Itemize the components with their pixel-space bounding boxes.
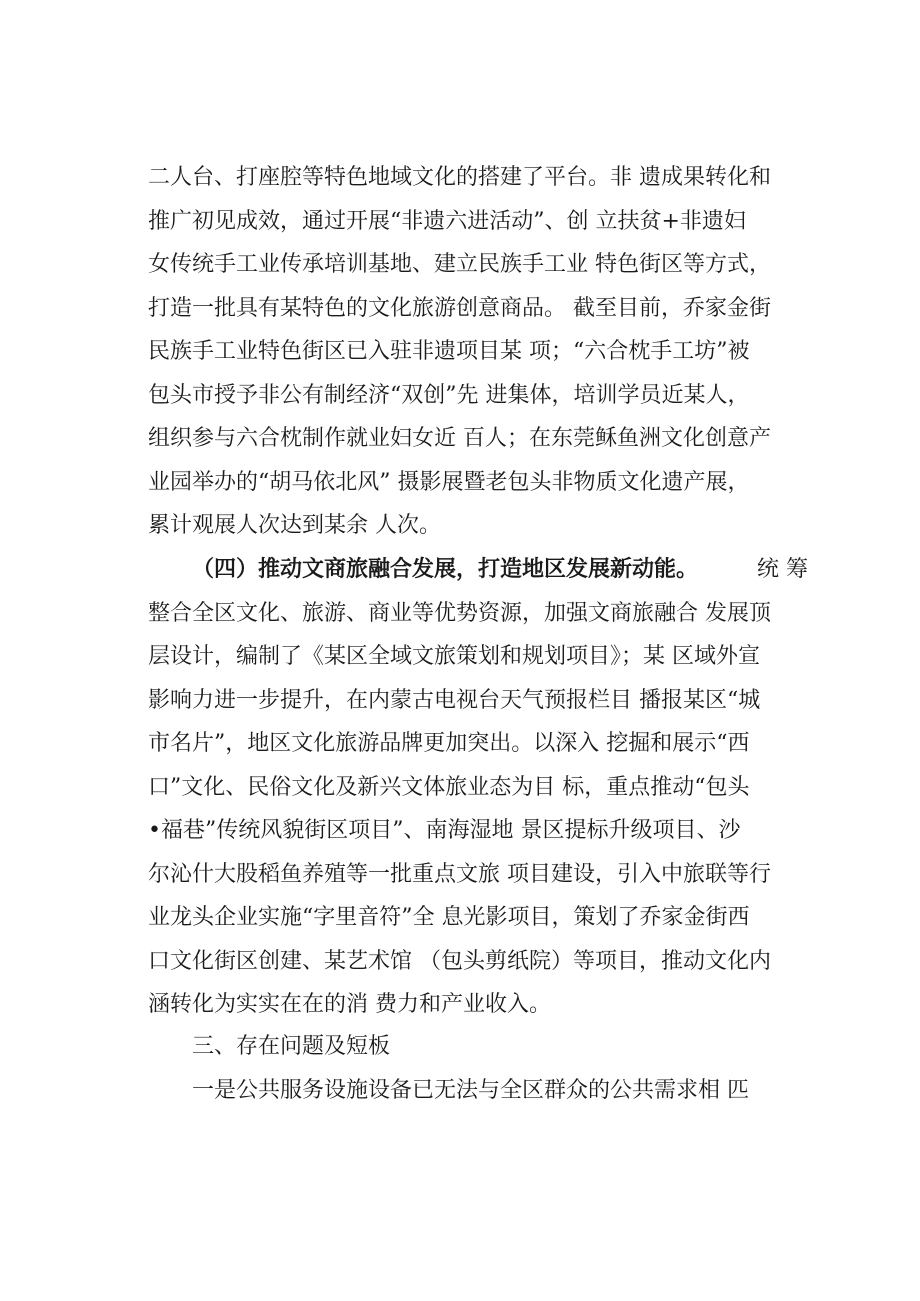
text-line: 民族手工业特色街区已入驻非遗项目某 项；“六合枕手工坊”被 xyxy=(148,339,750,364)
text-line: 业龙头企业实施“字里音符”全 息光影项目，策划了乔家金街西 xyxy=(148,905,750,930)
text-line: 口文化街区创建、某艺术馆 （包头剪纸院）等项目，推动文化内 xyxy=(148,948,771,974)
text-line: 层设计，编制了《某区全域文旅策划和规划项目》；某 区域外宣 xyxy=(148,644,760,669)
text-line: 累计观展人次达到某余 人次。 xyxy=(148,513,441,538)
text-line: 包头市授予非公有制经济“双创”先 进集体，培训学员近某人， xyxy=(148,382,750,408)
paragraph-intangible-heritage xyxy=(148,156,808,548)
text-line: 打造一批具有某特色的文化旅游创意商品。 截至目前，乔家金街 xyxy=(148,295,771,321)
text-line: •福巷”传统风貌街区项目”、南海湿地 景区提标升级项目、沙 xyxy=(148,818,741,843)
text-line: 推广初见成效，通过开展“非遗六进活动”、创 立扶贫+非遗妇 xyxy=(148,208,746,234)
text-line: 一是公共服务设施设备已无法与全区群众的公共需求相 匹 xyxy=(192,1078,749,1103)
text-line: 组织参与六合枕制作就业妇女近 百人；在东莞稣鱼洲文化创意产 xyxy=(148,426,771,451)
text-line: 整合全区文化、旅游、商业等优势资源，加强文商旅融合 发展顶 xyxy=(148,600,771,626)
paragraph-first-line xyxy=(148,548,808,592)
text-line: 市名片”，地区文化旅游品牌更加突出。以深入 挖掘和展示“西 xyxy=(148,731,750,756)
text-line: 涵转化为实实在在的消 费力和产业收入。 xyxy=(148,992,551,1017)
text-line: 业园举办的“胡马依北风” 摄影展暨老包头非物质文化遗产展， xyxy=(148,469,750,495)
section-heading-problems: 三、存在问题及短板 xyxy=(192,1034,391,1059)
text-line: 影响力进一步提升，在内蒙古电视台天气预报栏目 播报某区“城 xyxy=(148,687,761,713)
text-line: 口”文化、民俗文化及新兴文体旅业态为目 标，重点推动“包头 xyxy=(148,774,750,800)
text-line: 二人台、打座腔等特色地域文化的搭建了平台。非 遗成果转化和 xyxy=(148,165,771,190)
paragraph-culture-commerce-tourism xyxy=(148,548,808,1027)
section-subheading: （四）推动文商旅融合发展，打造地区发展新动能。 xyxy=(192,556,699,582)
paragraph-problems xyxy=(192,1069,808,1113)
text-segment: 统 筹 xyxy=(757,557,808,582)
text-line: 尔沁什大股稻鱼养殖等一批重点文旅 项目建设，引入中旅联等行 xyxy=(148,861,771,887)
text-line: 女传统手工业传承培训基地、建立民族手工业 特色街区等方式， xyxy=(148,252,771,277)
